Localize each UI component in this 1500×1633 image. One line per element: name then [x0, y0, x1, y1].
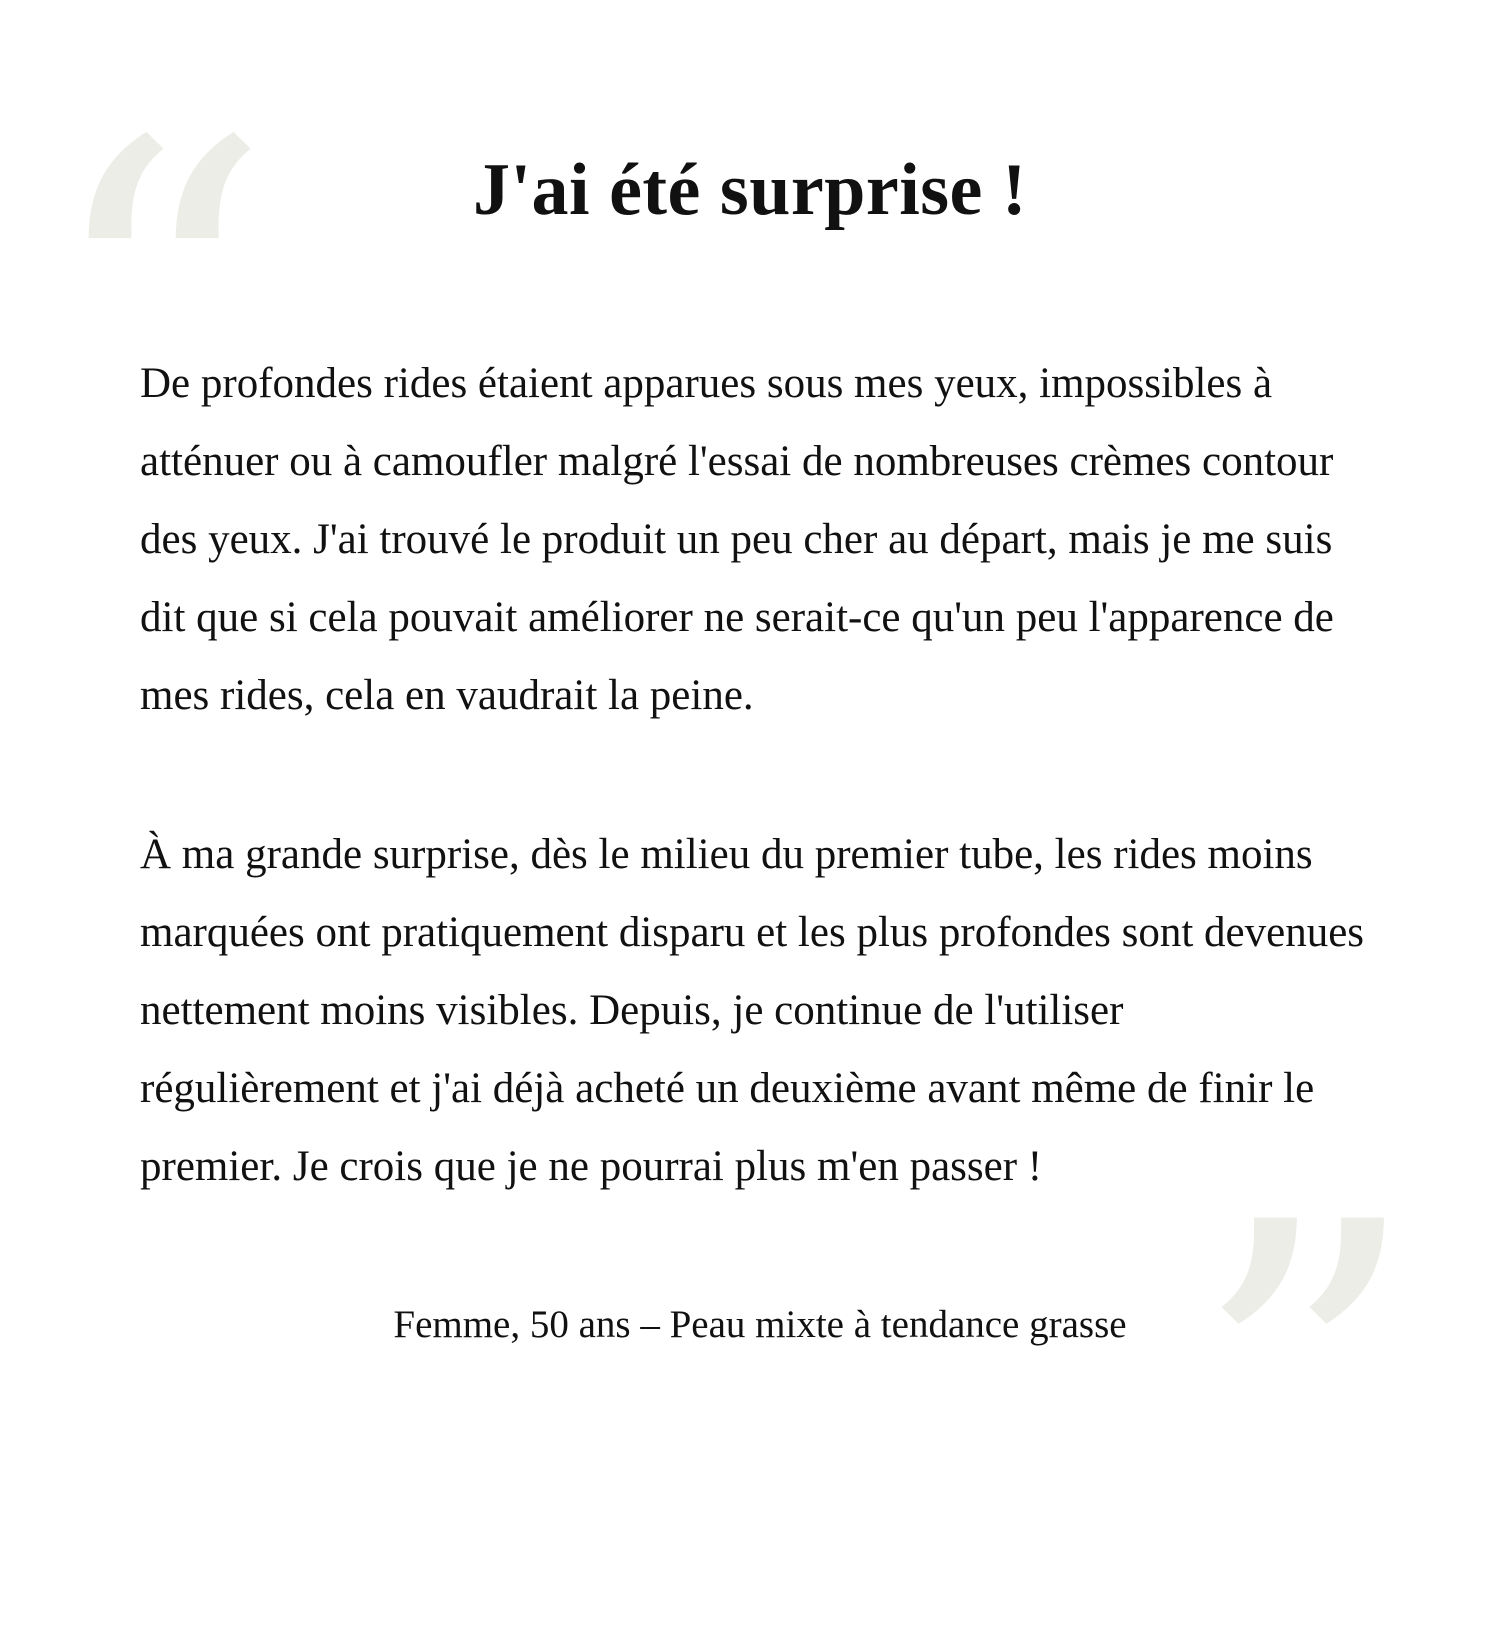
opening-quote-icon: “ — [42, 53, 274, 553]
closing-quote-icon: ” — [1189, 1133, 1421, 1633]
testimonial-paragraph-1: De profondes rides étaient apparues sous mes yeux, impossibles à atténuer ou à camoufler malgré l'essai de nombreuses crèmes contour des yeux. J'ai trouvé le produit un peu cher au départ, mais je me suis dit que si cela pouvait améliorer ne serait-ce qu'un peu l'apparence de mes rides, cela en vaudrait la peine. — [140, 360, 1334, 719]
testimonial-attribution: Femme, 50 ans – Peau mixte à tendance grasse — [393, 1303, 1127, 1346]
testimonial-title: J'ai été surprise ! — [472, 149, 1028, 231]
testimonial-paragraph-2: À ma grande surprise, dès le milieu du premier tube, les rides moins marquées ont pratiquement disparu et les plus profondes sont devenues nettement moins visibles. Depuis, je continue de l'utiliser régulièrement et j'ai déjà acheté un deuxième avant même de finir le premier. Je crois que je ne pourrai plus m'en passer ! — [140, 831, 1365, 1190]
